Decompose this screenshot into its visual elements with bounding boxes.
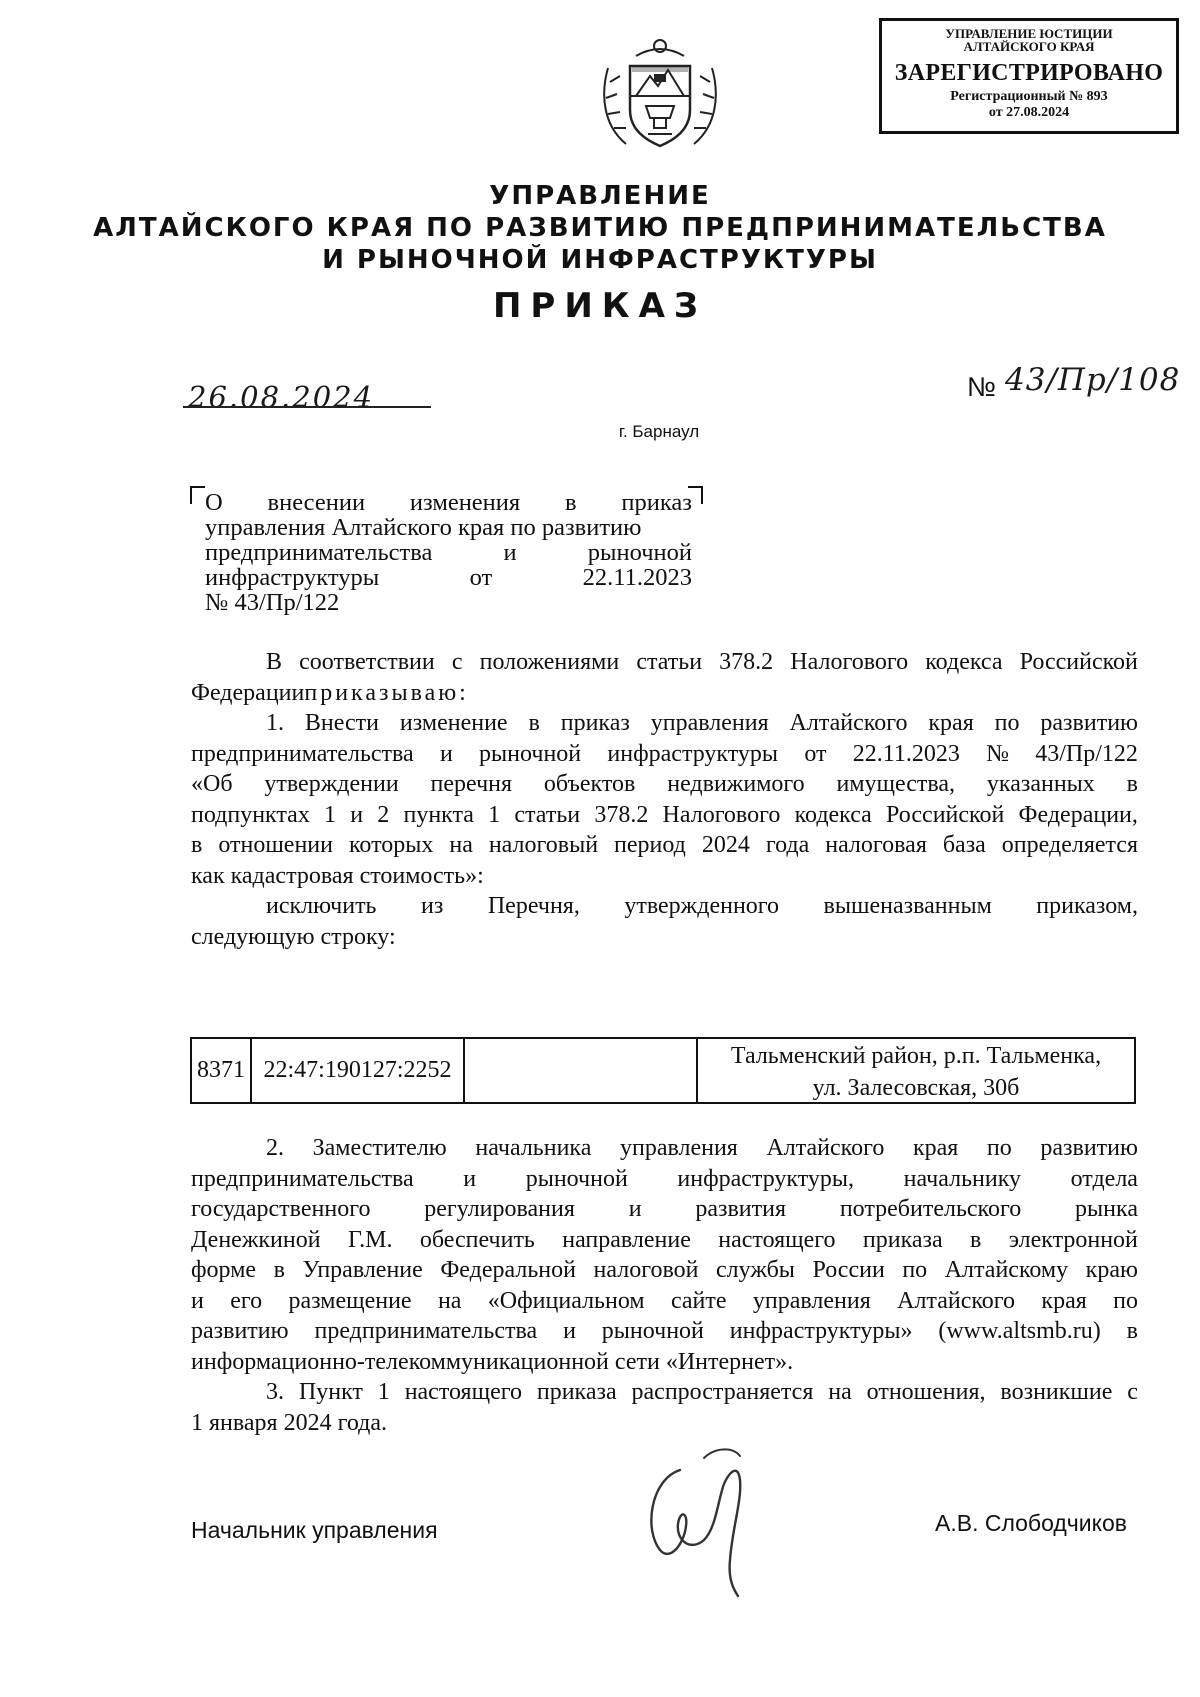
word: Федерации, — [1018, 801, 1138, 828]
text-line — [191, 1255, 1138, 1286]
word: рыночной — [479, 740, 582, 767]
word: по — [1113, 1287, 1138, 1314]
text-line — [191, 1316, 1138, 1347]
word: утвержденного — [624, 893, 780, 919]
word: перечня — [430, 771, 513, 797]
word: в — [1126, 771, 1138, 797]
text-line — [191, 769, 1138, 800]
subject-line5: № 43/Пр/122 — [205, 589, 340, 616]
word: развития — [695, 1196, 787, 1222]
word: года — [765, 832, 810, 858]
text-fragment: Федерации — [191, 679, 305, 706]
word: Пункт — [298, 1379, 363, 1405]
word: «Официальном — [487, 1287, 645, 1314]
word: развитию — [191, 1318, 289, 1344]
word: статьи — [514, 801, 581, 828]
signer-title: Начальник управления — [191, 1517, 438, 1543]
word: (www.altsmb.ru) — [938, 1318, 1101, 1344]
subject-word: 22.11.2023 — [582, 564, 692, 591]
text-line — [191, 739, 1138, 770]
subject-word: и — [503, 539, 517, 566]
word: 1 — [488, 801, 501, 828]
word: настоящего — [718, 1226, 836, 1253]
word: № — [986, 740, 1009, 767]
word: в — [970, 1226, 982, 1253]
word: в — [273, 1257, 285, 1283]
word: пункта — [403, 801, 474, 828]
text-line — [191, 1133, 1138, 1164]
word: 2. — [266, 1135, 284, 1161]
text-line: следующую строку: — [191, 923, 396, 950]
word: и — [191, 1287, 204, 1314]
word: налоговая — [825, 832, 927, 858]
word: рыночной — [601, 1318, 704, 1344]
word: положениями — [479, 649, 620, 675]
word: начальника — [475, 1135, 592, 1161]
signer-name: А.В. Слободчиков — [935, 1510, 1127, 1536]
word: обеспечить — [419, 1226, 535, 1253]
word: 1 — [377, 1379, 390, 1405]
word: и — [628, 1196, 642, 1222]
subject-word: внесении — [267, 489, 366, 516]
word: Российской — [1019, 649, 1138, 675]
word: инфраструктуры — [607, 740, 779, 767]
registration-stamp — [879, 18, 1179, 134]
word: изменение — [399, 710, 508, 736]
word: 43/Пр/122 — [1035, 740, 1138, 767]
word: России — [812, 1257, 885, 1283]
order-number: 43/Пр/108 — [1005, 362, 1181, 398]
word: развитию — [1040, 1135, 1138, 1161]
word: вышеназванным — [823, 893, 992, 919]
word: его — [230, 1287, 263, 1314]
word: налоговой — [593, 1257, 699, 1283]
word: от — [804, 740, 827, 767]
word: Алтайского — [789, 710, 908, 736]
stamp-status: ЗАРЕГИСТРИРОВАНО — [894, 60, 1164, 86]
subject-corner-left — [190, 486, 205, 504]
date-underline — [183, 406, 431, 408]
coat-of-arms-icon — [596, 26, 724, 158]
heading-line3: И РЫНОЧНОЙ ИНФРАСТРУКТУРЫ — [322, 245, 878, 275]
word: 3. — [266, 1379, 284, 1405]
word: края — [1041, 1287, 1087, 1314]
text-line: 1 января 2024 года. — [191, 1409, 388, 1436]
word: приказа — [862, 1226, 943, 1253]
word: на — [437, 1287, 462, 1314]
word: объектов — [543, 771, 636, 797]
word: приказа — [536, 1379, 617, 1405]
heading-line1: УПРАВЛЕНИЕ — [489, 181, 711, 211]
word: службы — [716, 1257, 795, 1283]
word: Внести — [304, 710, 379, 736]
word: с — [451, 649, 463, 675]
word: отношения, — [866, 1379, 986, 1405]
word: форме — [191, 1257, 257, 1283]
subject-word: рыночной — [587, 539, 692, 566]
word: на — [449, 832, 473, 858]
word: из — [421, 893, 444, 919]
subject-word: предпринимательства — [205, 539, 433, 566]
text-line — [191, 1377, 1138, 1408]
word: 1 — [324, 801, 337, 828]
word: Налогового — [790, 649, 909, 675]
text-line — [191, 1164, 1138, 1195]
word: и — [463, 1165, 477, 1192]
word: Алтайского — [897, 1287, 1016, 1314]
subject-word: приказ — [621, 489, 692, 516]
word: подпунктах — [191, 801, 310, 828]
city: г. Барнаул — [618, 422, 700, 441]
subject-word: от — [469, 564, 493, 591]
heading-line2: АЛТАЙСКОГО КРАЯ ПО РАЗВИТИЮ ПРЕДПРИНИМАТЕЛЬСТВА — [93, 213, 1107, 243]
text-line — [191, 891, 1138, 922]
word: приказом, — [1036, 893, 1138, 919]
word: размещение — [288, 1287, 412, 1314]
word: управления — [752, 1287, 871, 1314]
number-label: № — [967, 372, 996, 402]
text-line — [191, 1225, 1138, 1256]
word: исключить — [266, 893, 377, 919]
word: Федеральной — [440, 1257, 576, 1283]
word: Управление — [302, 1257, 423, 1283]
text-line — [191, 678, 1138, 709]
text-line — [191, 647, 1138, 678]
word: Денежкиной — [191, 1226, 321, 1253]
word: отдела — [1070, 1165, 1138, 1192]
word: по — [994, 710, 1020, 736]
word: государственного — [191, 1196, 371, 1222]
word: 22.11.2023 — [852, 740, 960, 767]
word: 2024 — [701, 832, 750, 858]
stamp-authority-line1: УПРАВЛЕНИЕ ЮСТИЦИИ — [945, 26, 1113, 41]
word: возникшие — [1000, 1379, 1113, 1405]
word: по — [986, 1135, 1012, 1161]
word: утверждении — [264, 771, 399, 797]
word: сайте — [670, 1287, 727, 1314]
word: настоящего — [404, 1379, 522, 1405]
word: в — [191, 832, 203, 858]
word: 378.2 — [594, 801, 649, 828]
word: начальнику — [903, 1165, 1022, 1192]
word: предпринимательства — [191, 740, 414, 767]
word: по — [902, 1257, 928, 1283]
word: рыночной — [525, 1165, 628, 1192]
word: распространяется — [631, 1379, 814, 1405]
text-line: информационно-телекоммуникационной сети «Интернет». — [191, 1348, 794, 1375]
word: на — [828, 1379, 852, 1405]
word: кодекса — [925, 649, 1003, 675]
stamp-reg-date: от 27.08.2024 — [988, 105, 1070, 120]
text-line — [191, 708, 1138, 739]
word: база — [942, 832, 986, 858]
word: рынка — [1075, 1196, 1138, 1222]
word: налоговый — [488, 832, 599, 858]
subject-word: изменения — [409, 489, 521, 516]
word: электронной — [1008, 1226, 1138, 1253]
text-line — [191, 1286, 1138, 1317]
subject-word: О — [205, 489, 223, 516]
excluded-object-table — [190, 1037, 1136, 1104]
word: предпринимательства — [314, 1318, 538, 1344]
word: и — [350, 801, 364, 828]
document-type: ПРИКАЗ — [492, 286, 708, 326]
stamp-authority-line2: АЛТАЙСКОГО КРАЯ — [963, 39, 1095, 54]
word: регулирования — [424, 1196, 575, 1222]
word: краю — [1085, 1257, 1138, 1283]
word: управления — [650, 710, 769, 736]
word: Г.М. — [347, 1226, 393, 1253]
word: предпринимательства — [191, 1165, 414, 1192]
word: потребительского — [839, 1196, 1022, 1222]
word: Алтайскому — [944, 1257, 1069, 1283]
word: В — [266, 649, 283, 675]
word: направление — [562, 1226, 691, 1253]
word: 1. — [266, 710, 284, 736]
text-line — [191, 830, 1138, 861]
text-line — [191, 800, 1138, 831]
word: в — [1126, 1318, 1138, 1344]
word: Заместителю — [312, 1135, 447, 1161]
word: период — [614, 832, 686, 858]
word: отношении — [218, 832, 333, 858]
word: Алтайского — [766, 1135, 885, 1161]
word: 2 — [377, 801, 390, 828]
word: с — [1127, 1379, 1138, 1405]
word: которых — [348, 832, 434, 858]
word: определяется — [1001, 832, 1138, 858]
word: недвижимого — [667, 771, 805, 797]
order-word: приказываю: — [304, 679, 469, 706]
text-line — [191, 1194, 1138, 1225]
subject-word: инфраструктуры — [205, 564, 380, 591]
stamp-reg-number: Регистрационный № 893 — [950, 89, 1108, 104]
word: края — [912, 1135, 959, 1161]
word: указанных — [986, 771, 1095, 797]
address-line1: Тальменский район, р.п. Тальменка, — [730, 1043, 1102, 1069]
table-cell-empty — [465, 1039, 698, 1102]
word: и — [439, 740, 453, 767]
word: имущества, — [836, 771, 956, 797]
subject-line2: управления Алтайского края по развитию — [205, 514, 642, 541]
word: Российской — [886, 801, 1005, 828]
table-cell-address — [698, 1039, 1134, 1102]
word: соответствии — [299, 649, 435, 675]
word: края — [928, 710, 974, 736]
table-cell-number: 8371 — [192, 1039, 252, 1102]
word: Налогового — [662, 801, 781, 828]
word: Перечня, — [487, 893, 580, 919]
subject-word: в — [565, 489, 577, 516]
word: развитию — [1040, 710, 1138, 736]
word: приказ — [560, 710, 630, 736]
word: 378.2 — [719, 649, 774, 675]
table-cell-cadastral: 22:47:190127:2252 — [252, 1039, 465, 1102]
text-line: как кадастровая стоимость»: — [191, 862, 484, 889]
paragraph-items-2-3 — [191, 1133, 1138, 1438]
word: инфраструктуры» — [729, 1318, 913, 1344]
word: в — [528, 710, 540, 736]
word: «Об — [191, 771, 233, 797]
order-date: 26.08.2024 — [188, 380, 375, 414]
paragraph-intro-and-item1 — [191, 647, 1138, 952]
handwritten-signature-icon — [640, 1440, 770, 1600]
order-subject — [205, 490, 692, 615]
word: кодекса — [794, 801, 872, 828]
word: статьи — [636, 649, 703, 675]
address-line2: ул. Залесовская, 30б — [812, 1075, 1020, 1101]
word: инфраструктуры, — [677, 1165, 855, 1192]
word: и — [563, 1318, 576, 1344]
word: управления — [619, 1135, 738, 1161]
